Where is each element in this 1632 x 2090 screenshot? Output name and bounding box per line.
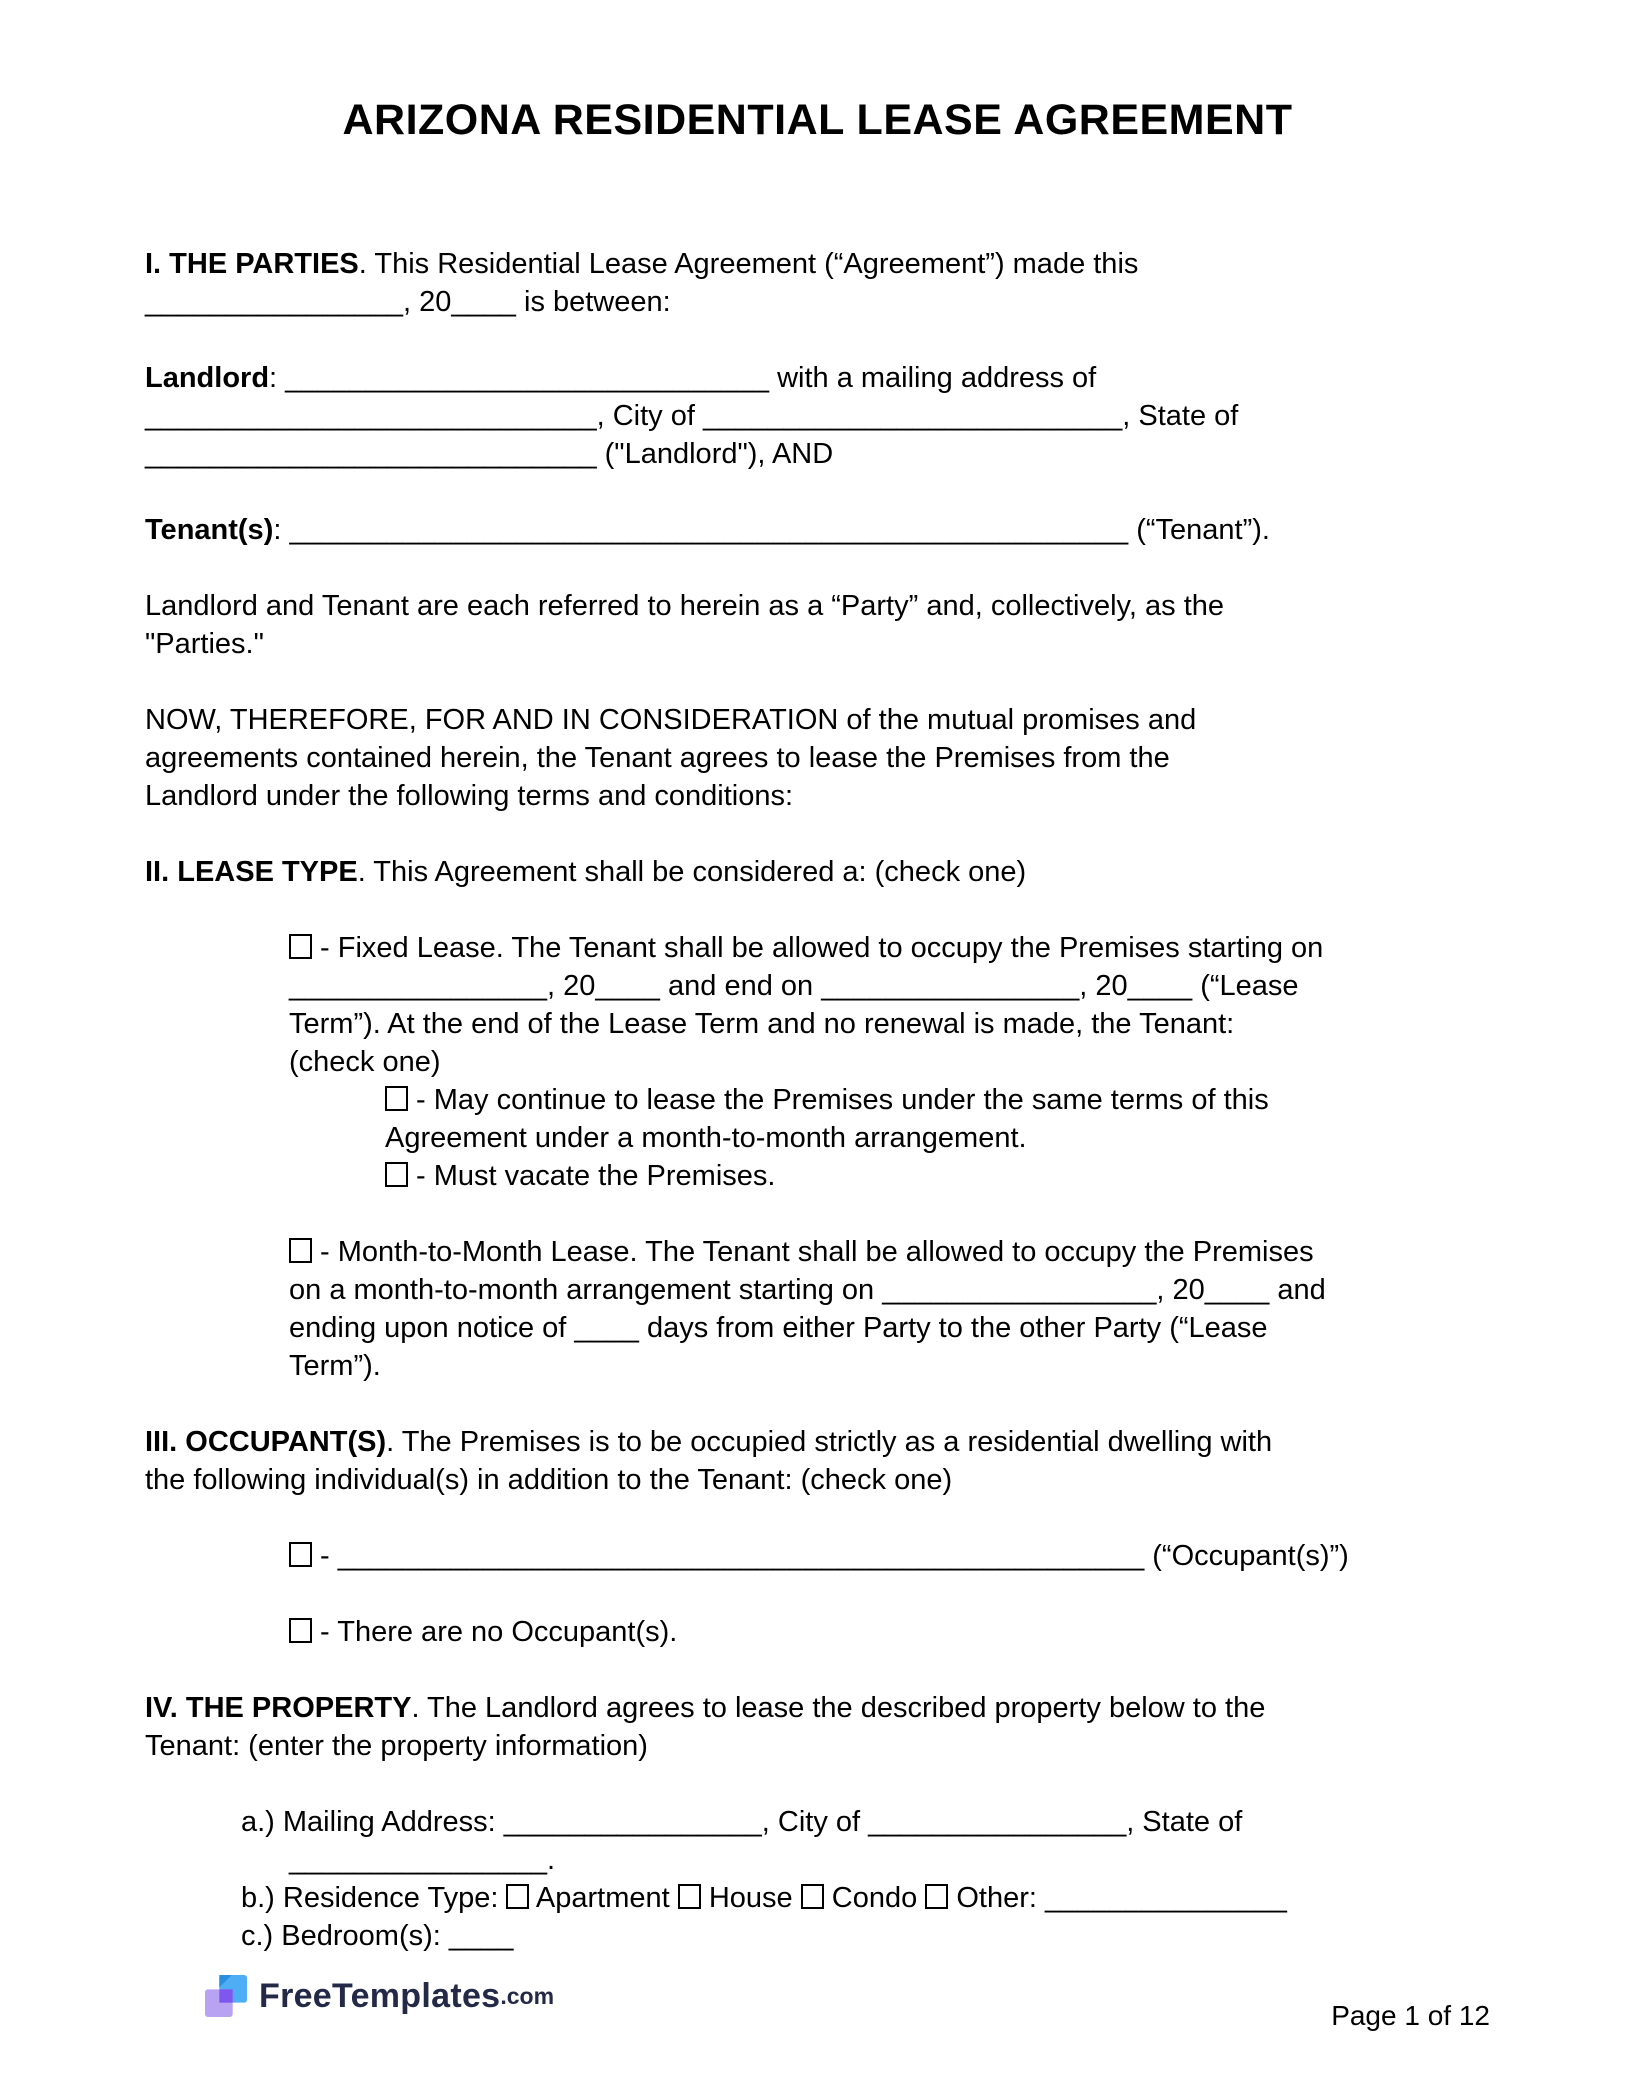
option-fixed-lease-continue-line xyxy=(385,1081,1490,1119)
brand-tld: .com xyxy=(500,1982,555,2009)
text-run: Other: _______________ xyxy=(948,1882,1287,1914)
text-run: ____________________________, City of __________________________, State of xyxy=(145,400,1239,432)
paragraph-section-2-lease-type xyxy=(145,853,1490,891)
bold-run: IV. THE PROPERTY xyxy=(145,1692,412,1724)
text-run: Tenant: (enter the property information) xyxy=(145,1730,648,1762)
option-fixed-lease-line xyxy=(289,929,1490,967)
option-fixed-lease-vacate-line xyxy=(385,1157,1490,1195)
checkbox-icon[interactable] xyxy=(289,1618,312,1643)
checkbox-icon[interactable] xyxy=(678,1884,701,1909)
option-fixed-lease-line xyxy=(289,1043,1490,1081)
text-run: - Month-to-Month Lease. The Tenant shall be allowed to occupy the Premises xyxy=(312,1236,1314,1268)
text-run: a.) Mailing Address: ________________, City of ________________, State of xyxy=(241,1806,1243,1838)
text-run: ____________________________ ("Landlord"), AND xyxy=(145,438,834,470)
checkbox-icon[interactable] xyxy=(801,1884,824,1909)
text-run: House xyxy=(700,1882,801,1914)
paragraph-now-therefore-line xyxy=(145,701,1490,739)
page-number: Page 1 of 12 xyxy=(1331,2000,1490,2031)
text-run: . The Premises is to be occupied strictly as a residential dwelling with xyxy=(386,1426,1273,1458)
text-run: Term”). xyxy=(289,1350,381,1382)
property-item-a-mailing-address-line xyxy=(289,1841,1490,1879)
document-body xyxy=(145,245,1490,1955)
paragraph-section-1-parties-line xyxy=(145,245,1490,283)
paragraph-section-3-occupants-line xyxy=(145,1423,1490,1461)
text-run: (check one) xyxy=(289,1046,441,1078)
property-item-c-bedrooms-line xyxy=(241,1917,1490,1955)
bold-run: III. OCCUPANT(S) xyxy=(145,1426,387,1458)
text-run: Agreement under a month-to-month arrangement. xyxy=(385,1122,1027,1154)
option-month-to-month-lease-line xyxy=(289,1347,1490,1385)
checkbox-icon[interactable] xyxy=(506,1884,529,1909)
text-run: the following individual(s) in addition to the Tenant: (check one) xyxy=(145,1464,953,1496)
text-run: NOW, THEREFORE, FOR AND IN CONSIDERATION of the mutual promises and xyxy=(145,704,1197,736)
checkbox-icon[interactable] xyxy=(289,934,312,959)
paragraph-section-3-occupants-line xyxy=(145,1461,1490,1499)
checkbox-icon[interactable] xyxy=(385,1086,408,1111)
option-month-to-month-lease-line xyxy=(289,1233,1490,1271)
paragraph-section-2-lease-type-line xyxy=(145,853,1490,891)
brand-logo[interactable] xyxy=(205,1975,554,2017)
text-run: : ______________________________ with a mailing address of xyxy=(269,362,1097,394)
option-month-to-month-lease-line xyxy=(289,1309,1490,1347)
bold-run: Tenant(s) xyxy=(145,514,274,546)
option-fixed-lease-line xyxy=(289,967,1490,1005)
text-run: - There are no Occupant(s). xyxy=(312,1616,678,1648)
text-run: - Fixed Lease. The Tenant shall be allowed to occupy the Premises starting on xyxy=(312,932,1324,964)
text-run: Term”). At the end of the Lease Term and no renewal is made, the Tenant: xyxy=(289,1008,1235,1040)
option-fixed-lease-vacate xyxy=(385,1157,1490,1195)
text-run: ending upon notice of ____ days from either Party to the other Party (“Lease xyxy=(289,1312,1268,1344)
paragraph-section-3-occupants xyxy=(145,1423,1490,1499)
paragraph-now-therefore xyxy=(145,701,1490,815)
paragraph-party-definition-line xyxy=(145,625,1490,663)
paragraph-tenant-line xyxy=(145,511,1490,549)
option-month-to-month-lease xyxy=(289,1233,1490,1385)
checkbox-icon[interactable] xyxy=(925,1884,948,1909)
paragraph-landlord xyxy=(145,359,1490,473)
text-run: Apartment xyxy=(529,1882,678,1914)
option-fixed-lease-line xyxy=(289,1005,1490,1043)
property-item-a-mailing-address xyxy=(241,1803,1490,1879)
text-run: - __________________________________________________ (“Occupant(s)”) xyxy=(312,1540,1349,1572)
option-fixed-lease-continue xyxy=(385,1081,1490,1157)
text-run: "Parties." xyxy=(145,628,264,660)
option-fixed-lease-continue-line xyxy=(385,1119,1490,1157)
checkbox-icon[interactable] xyxy=(289,1542,312,1567)
bold-run: I. THE PARTIES xyxy=(145,248,359,280)
paragraph-party-definition xyxy=(145,587,1490,663)
paragraph-section-4-property xyxy=(145,1689,1490,1765)
paragraph-section-4-property-line xyxy=(145,1727,1490,1765)
text-run: ________________, 20____ and end on ________________, 20____ (“Lease xyxy=(289,970,1299,1002)
paragraph-section-1-parties xyxy=(145,245,1490,321)
property-item-b-residence-type-line xyxy=(241,1879,1490,1917)
option-occupants-named-line xyxy=(289,1537,1490,1575)
paragraph-landlord-line xyxy=(145,397,1490,435)
option-no-occupants-line xyxy=(289,1613,1490,1651)
paragraph-party-definition-line xyxy=(145,587,1490,625)
text-run: - Must vacate the Premises. xyxy=(408,1160,776,1192)
paragraph-landlord-line xyxy=(145,359,1490,397)
text-run: b.) Residence Type: xyxy=(241,1882,507,1914)
bold-run: Landlord xyxy=(145,362,270,394)
paragraph-now-therefore-line xyxy=(145,739,1490,777)
property-item-b-residence-type xyxy=(241,1879,1490,1917)
text-run: agreements contained herein, the Tenant agrees to lease the Premises from the xyxy=(145,742,1170,774)
text-run: ________________. xyxy=(289,1844,556,1876)
option-month-to-month-lease-line xyxy=(289,1271,1490,1309)
text-run: . The Landlord agrees to lease the described property below to the xyxy=(411,1692,1266,1724)
text-run: c.) Bedroom(s): ____ xyxy=(241,1920,514,1952)
option-fixed-lease xyxy=(289,929,1490,1081)
paragraph-section-1-parties-line xyxy=(145,283,1490,321)
text-run: Condo xyxy=(823,1882,926,1914)
text-run: . This Agreement shall be considered a: (check one) xyxy=(357,856,1027,888)
text-run: - May continue to lease the Premises under the same terms of this xyxy=(408,1084,1269,1116)
text-run: on a month-to-month arrangement starting on _________________, 20____ and xyxy=(289,1274,1326,1306)
brand-squares-icon xyxy=(205,1975,247,2017)
text-run: . This Residential Lease Agreement (“Agreement”) made this xyxy=(358,248,1139,280)
bold-run: II. LEASE TYPE xyxy=(145,856,358,888)
property-item-a-mailing-address-line xyxy=(241,1803,1490,1841)
text-run: : ____________________________________________________ (“Tenant”). xyxy=(273,514,1270,546)
text-run: Landlord and Tenant are each referred to herein as a “Party” and, collectively, as the xyxy=(145,590,1225,622)
footer xyxy=(0,1965,1632,2055)
brand-name: FreeTemplates xyxy=(259,1976,501,2015)
property-item-c-bedrooms xyxy=(241,1917,1490,1955)
document-title: ARIZONA RESIDENTIAL LEASE AGREEMENT xyxy=(342,96,1293,144)
checkbox-icon[interactable] xyxy=(385,1162,408,1187)
option-occupants-named xyxy=(289,1537,1490,1575)
paragraph-section-4-property-line xyxy=(145,1689,1490,1727)
paragraph-landlord-line xyxy=(145,435,1490,473)
paragraph-tenant xyxy=(145,511,1490,549)
paragraph-now-therefore-line xyxy=(145,777,1490,815)
checkbox-icon[interactable] xyxy=(289,1238,312,1263)
text-run: ________________, 20____ is between: xyxy=(145,286,671,318)
option-no-occupants xyxy=(289,1613,1490,1651)
text-run: Landlord under the following terms and conditions: xyxy=(145,780,794,812)
